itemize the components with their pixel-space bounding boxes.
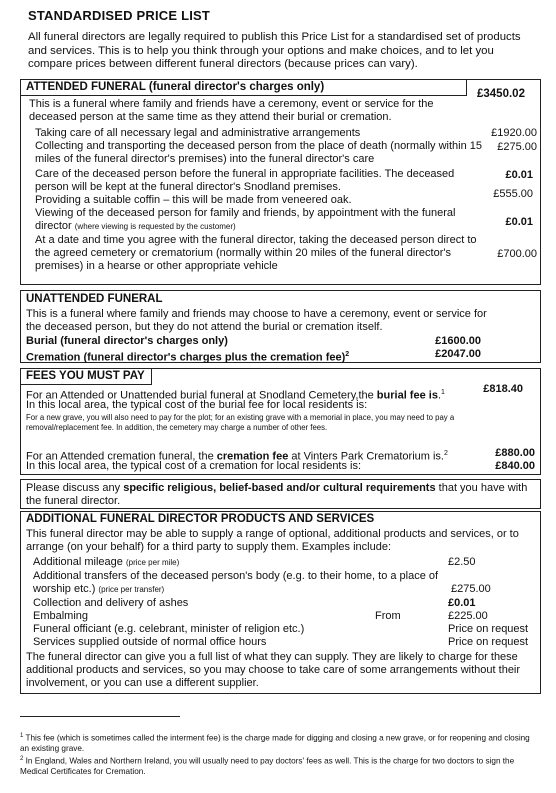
additional-section (20, 511, 541, 694)
footnote-divider (20, 716, 180, 717)
additional-closing: The funeral director can give you a full list of what they can supply. They are likely to charge for these additional products and services, so you may choose to take care of some arrangements without their involvement, or you can use a different supplier. (26, 651, 521, 689)
fees-burial-local: In this local area, the typical cost of the burial fee for local residents is: (26, 399, 368, 411)
additional-item-4-from: From (375, 610, 401, 622)
additional-item-5: Funeral officiant (e.g. celebrant, minister of religion etc.) (33, 623, 305, 635)
page-title: STANDARDISED PRICE LIST (28, 8, 211, 23)
unattended-burial-label: Burial (funeral director's charges only) (26, 335, 228, 347)
attended-item-5-price: £0.01 (505, 216, 533, 228)
attended-description: This is a funeral where family and friends have a ceremony, event or service for the deceased person at the same time as they attend their burial or cremation. (29, 98, 434, 123)
unattended-heading: UNATTENDED FUNERAL (26, 293, 163, 305)
footnote-2: $^2$ In England, Wales and Northern Ireland, you will usually need to pay doctors' fees as well. This is the charge for two doctors to sign the Medical Certificates for Cremation. (20, 756, 515, 776)
additional-item-4-price: £225.00 (448, 610, 488, 622)
discuss-section (20, 479, 541, 509)
unattended-description: This is a funeral where family and friends may choose to have a ceremony, event or service for the deceased person, but they do not attend the burial or cremation itself. (26, 308, 487, 333)
discuss-text-end: that you have with the funeral director. (26, 482, 528, 507)
fees-burial-note: For a new grave, you will also need to pay for the plot; for an existing grave with a memorial in place, you may need to pay a removal/replacement fee. In addition, the cemetery may charge a number of other fees. (26, 413, 455, 432)
fees-section: FEES YOU MUST PAY For an Attended or Unattended burial funeral at Snodland Cemetery,the burial fee is.$^1$ £818.40 In this local area, the typical cost of the burial fee for local residents is: For a new grave, you will also need to pay for the plot; for an existing grave with a memorial in place, you may need to pay a removal/replacement fee. In addition, the cemetery may charge a number of other fees. For an Attended cremation funeral, the cremation fee at Vinters Park Crematorium is.$^2$ £880.00 In this local area, the typical cost of a cremation for local residents is: £840.00 (20, 368, 541, 475)
discuss-bold: specific religious, belief-based and/or cultural requirements (123, 482, 436, 494)
additional-item-1-note: (price per mile) (125, 558, 180, 567)
attended-item-5: Viewing of the deceased person for family and friends, by appointment with the funeral director (35, 207, 456, 232)
footnote-ref: 2 (444, 450, 448, 457)
additional-item-1-price: £2.50 (448, 556, 476, 568)
unattended-cremation-price: £2047.00 (435, 348, 481, 360)
attended-heading: ATTENDED FUNERAL (funeral director's charges only) (26, 81, 325, 93)
footnote-ref: 2 (345, 351, 350, 358)
fees-burial-text: For an Attended or Unattended burial funeral at Snodland Cemetery,the (26, 389, 377, 402)
attended-item-6-price: £700.00 (497, 248, 537, 260)
attended-item-2-price: £275.00 (497, 141, 537, 153)
fees-cremation-bold: cremation fee (216, 450, 289, 463)
unattended-funeral-section (20, 290, 541, 363)
intro-text: All funeral directors are legally required to publish this Price List for a standardised set of products and services. This is to help you think through your options and make choices, and to let you compare prices between different funeral directors (because prices can vary). (28, 31, 521, 71)
attended-total-price: £3450.02 (477, 88, 525, 100)
additional-item-6-price: Price on request (448, 636, 529, 648)
fees-cremation-price: £880.00 (495, 447, 535, 459)
unattended-burial-price: £1600.00 (435, 335, 481, 347)
attended-item-3: Care of the deceased person before the funeral in appropriate facilities. The deceased person will be kept at the funeral director's Snodland premises. (35, 168, 455, 193)
footnote-ref: 1 (441, 389, 445, 396)
attended-funeral-section (20, 79, 541, 285)
additional-item-3-price: £0.01 (448, 597, 476, 609)
attended-item-6: At a date and time you agree with the funeral director, taking the deceased person direct to the agreed cemetery or crematorium (normally within 20 miles of the funeral director's premises) in a hearse or other appropriate vehicle (35, 234, 477, 272)
additional-item-2-note: (price per transfer) (98, 585, 165, 594)
attended-item-5-note: (where viewing is requested by the customer) (74, 222, 236, 231)
attended-item-1: Taking care of all necessary legal and administrative arrangements (35, 127, 361, 139)
additional-description: This funeral director may be able to supply a range of optional, additional products and services, or to arrange (on your behalf) for a third party to supply them. Examples include: (26, 528, 519, 553)
fees-cremation-text: For an Attended cremation funeral, the (26, 450, 217, 463)
attended-item-3-price: £0.01 (505, 169, 533, 181)
fees-burial-bold: burial fee is (376, 389, 438, 402)
additional-item-6: Services supplied outside of normal office hours (33, 636, 267, 648)
discuss-text: Please discuss any (26, 482, 124, 494)
fees-cremation-text-end: at Vinters Park Crematorium is. (288, 450, 444, 463)
additional-item-2-price: £275.00 (451, 583, 491, 595)
attended-item-1-price: £1920.00 (491, 127, 537, 139)
additional-item-2: Additional transfers of the deceased person's body (e.g. to their home, to a place of worship etc.) (33, 570, 439, 595)
additional-item-5-price: Price on request (448, 623, 529, 635)
fees-cremation-local: In this local area, the typical cost of a cremation for local residents is: (26, 460, 362, 472)
unattended-cremation-label: Cremation (funeral director's charges plus the cremation fee) (26, 351, 346, 364)
footnote-1: $^1$ This fee (which is sometimes called the interment fee) is the charge made for digging and closing a new grave, or for reopening and closing an existing grave. (20, 733, 530, 753)
additional-item-1: Additional mileage (33, 556, 123, 568)
attended-item-4: Providing a suitable coffin – this will be made from veneered oak. (35, 194, 352, 206)
fees-burial-price: £818.40 (483, 383, 523, 395)
additional-heading: ADDITIONAL FUNERAL DIRECTOR PRODUCTS AND SERVICES (26, 513, 375, 525)
attended-item-2: Collecting and transporting the deceased person from the place of death (normally within 15 miles of the funeral director's premises) into the funeral director's care (35, 140, 482, 165)
additional-item-3: Collection and delivery of ashes (33, 597, 189, 609)
fees-cremation-local-price: £840.00 (495, 460, 535, 472)
fees-heading: FEES YOU MUST PAY (26, 370, 145, 382)
attended-item-4-price: £555.00 (493, 188, 533, 200)
additional-item-4: Embalming (33, 610, 89, 622)
